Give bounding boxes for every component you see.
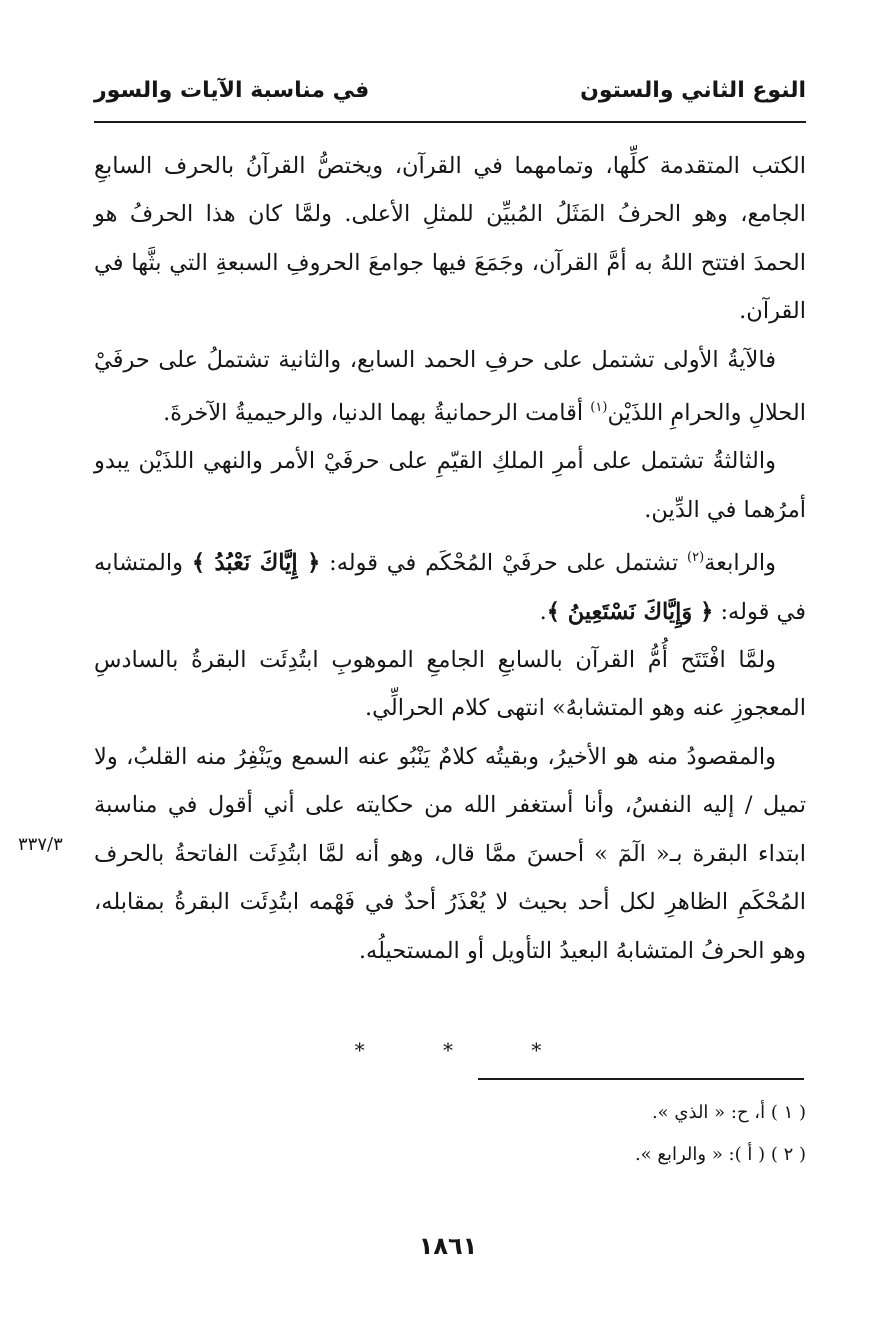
paragraph-text: والمتشابه في قوله: — [94, 550, 806, 625]
section-separator: * * * — [354, 1038, 578, 1062]
chapter-title: النوع الثاني والستون — [580, 78, 806, 103]
footnotes — [94, 1092, 806, 1176]
paragraph — [94, 534, 806, 636]
footnote-ref-1: (١) — [590, 400, 608, 416]
page-number: ١٨٦١ — [418, 1232, 478, 1260]
paragraph-text: . — [539, 598, 547, 625]
quran-verse: ﴿ وَإِيَّاكَ نَسْتَعِينُ ﴾ — [546, 598, 714, 625]
paragraph — [94, 336, 806, 438]
paragraph: والمقصودُ منه هو الأخيرُ، وبقيتُه كلامٌ يَنْبُو عنه السمع ويَنْفِرُ منه القلبُ، ولا تميل / إليه النفسُ، وأنا أستغفر الله من حكايته على أني أقول في مناسبة ابتداء البقرة بـ« الٓمٓ » أحسنَ ممَّا قال، وهو أنه لمَّا ابتُدِئَت الفاتحةُ بالحرف المُحْكَمِ الظاهرِ لكل أحد بحيث لا يُعْذَرُ أحدٌ في فَهْمه ابتُدِئَت البقرةُ بمقابله، وهو الحرفُ المتشابهُ البعيدُ التأويل أو المستحيلُه. — [94, 743, 806, 964]
margin-reference: ٣٣٧/٣ — [18, 834, 63, 855]
footnote-2: ( ٢ ) ( أ ): « والرابع ». — [634, 1144, 806, 1165]
paragraph-text: أقامت الرحمانيةُ بهما الدنيا، والرحيميةُ الآخرةَ. — [163, 400, 591, 427]
footnote-ref-2: (٢) — [687, 550, 705, 566]
paragraph: ولمَّا افْتَتَح أُمُّ القرآن بالسابعِ الجامعِ الموهوبِ ابتُدِئَت البقرةُ بالسادسِ المعجوزِ عنه وهو المتشابهُ» انتهى كلام الحرالِّي. — [94, 647, 806, 722]
paragraph: الكتب المتقدمة كلِّها، وتمامهما في القرآن، ويختصُّ القرآنُ بالحرف السابعِ الجامع، وهو الحرفُ المَثَلُ المُبيِّن للمثلِ الأعلى. ولمَّا كان هذا الحرفُ هو الحمدَ افتتح اللهُ به أمَّ القرآن، وجَمَعَ فيها جوامعَ الحروفِ السبعةِ التي بثَّها في القرآن. — [94, 153, 806, 325]
paragraph-text: تشتمل على حرفَيْ المُحْكَم في قوله: — [320, 550, 688, 577]
footnote-1: ( ١ ) أ، ح: « الذي ». — [651, 1102, 806, 1123]
paragraph-text: والرابعة — [704, 550, 776, 577]
footnote-rule — [478, 1078, 804, 1080]
paragraph: والثالثةُ تشتمل على أمرِ الملكِ القيّمِ على حرفَيْ الأمر والنهي اللذَيْن يبدو أمرُهما في الدِّين. — [94, 448, 806, 523]
main-text — [94, 142, 806, 975]
header-rule — [94, 121, 806, 123]
running-head — [94, 74, 806, 114]
quran-verse: ﴿ إِيَّاكَ نَعْبُدُ ﴾ — [191, 550, 321, 577]
section-title: في مناسبة الآيات والسور — [94, 78, 370, 103]
paragraph-text: فالآيةُ الأولى تشتمل على حرفِ الحمد السابع، والثانية تشتملُ على حرفَيْ الحلالِ والحرامِ اللذَيْن — [94, 346, 806, 427]
